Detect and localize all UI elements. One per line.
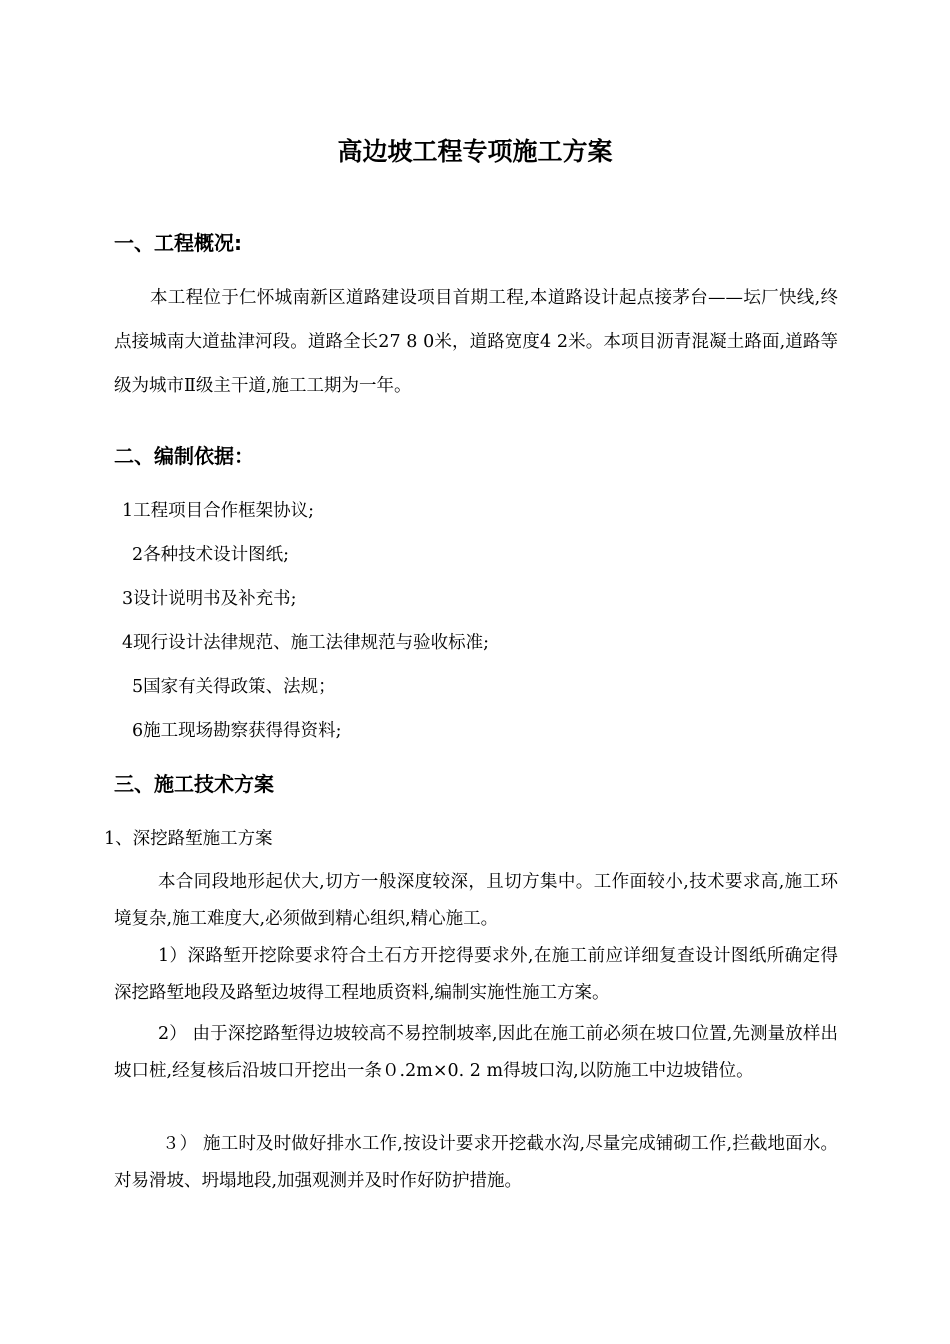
subsection-heading: 1、深挖路堑施工方案: [104, 829, 273, 849]
basis-item: 5国家有关得政策、法规；: [132, 677, 336, 697]
basis-item: 2各种技术设计图纸;: [132, 545, 290, 565]
technical-point: 1）深路堑开挖除要求符合土石方开挖得要求外,在施工前应详细复查设计图纸所确定得深挖路堑地段及路堑边坡得工程地质资料,编制实施性施工方案。: [114, 946, 838, 1003]
basis-item: 4现行设计法律规范、施工法律规范与验收标准;: [122, 633, 490, 653]
document-title: 高边坡工程专项施工方案: [337, 137, 613, 166]
technical-point: ３） 施工时及时做好排水工作,按设计要求开挖截水沟,尽量完成铺砌工作,拦截地面水。对易滑坡、坍塌地段,加强观测并及时作好防护措施。: [114, 1134, 838, 1191]
overview-paragraph: 本工程位于仁怀城南新区道路建设项目首期工程,本道路设计起点接茅台——坛厂快线,终点接城南大道盐津河段。道路全长27 8 0米，道路宽度4 2米。本项目沥青混凝土路面,道路等级为城市Ⅱ级主干道,施工工期为一年。: [114, 288, 838, 396]
basis-item: 3设计说明书及补充书;: [122, 589, 297, 609]
technical-point: 2） 由于深挖路堑得边坡较高不易控制坡率,因此在施工前必须在坡口位置,先测量放样出坡口桩,经复核后沿坡口开挖出一条０.2m×0. 2 m得坡口沟,以防施工中边坡错位。: [114, 1024, 838, 1081]
section-heading-basis: 二、编制依据：: [114, 444, 254, 468]
technical-intro-paragraph: 本合同段地形起伏大,切方一般深度较深，且切方集中。工作面较小,技术要求高,施工环境复杂,施工难度大,必须做到精心组织,精心施工。: [114, 872, 838, 929]
basis-item: 6施工现场勘察获得得资料;: [132, 721, 342, 741]
section-heading-technical: 三、施工技术方案: [114, 772, 274, 796]
basis-item: 1工程项目合作框架协议;: [122, 501, 315, 521]
section-heading-overview: 一、工程概况:: [114, 231, 242, 255]
